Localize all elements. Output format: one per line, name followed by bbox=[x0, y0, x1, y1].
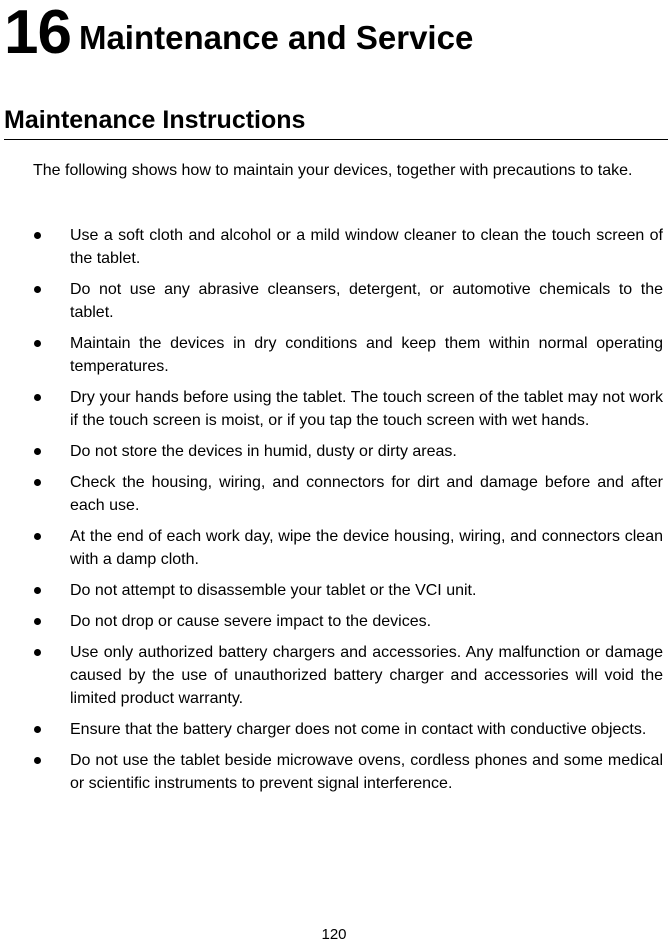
list-item bbox=[0, 749, 668, 795]
list-item-text: At the end of each work day, wipe the device housing, wiring, and connectors clean with a damp cloth. bbox=[70, 528, 663, 568]
list-item-text: Do not drop or cause severe impact to the devices. bbox=[70, 613, 432, 630]
list-item bbox=[0, 386, 668, 432]
list-item-text: Do not attempt to disassemble your tablet or the VCI unit. bbox=[70, 582, 477, 599]
bullet-icon bbox=[34, 757, 41, 764]
page-number: 120 bbox=[321, 926, 347, 943]
chapter-title: Maintenance and Service bbox=[78, 19, 474, 56]
bullet-icon bbox=[34, 232, 41, 239]
list-item bbox=[0, 440, 668, 463]
list-item-text: Dry your hands before using the tablet. The touch screen of the tablet may not work if the touch screen is moist, or if you tap the touch screen with wet hands. bbox=[70, 389, 663, 429]
list-item bbox=[0, 610, 668, 633]
bullet-icon bbox=[34, 448, 41, 455]
list-item bbox=[0, 641, 668, 710]
bullet-icon bbox=[34, 533, 41, 540]
chapter-heading bbox=[4, 0, 474, 67]
list-item bbox=[0, 278, 668, 324]
bullet-icon bbox=[34, 618, 41, 625]
intro-paragraph: The following shows how to maintain your devices, together with precautions to take. bbox=[33, 162, 633, 179]
list-item bbox=[0, 471, 668, 517]
list-item bbox=[0, 525, 668, 571]
list-item bbox=[0, 224, 668, 270]
section-title: Maintenance Instructions bbox=[4, 104, 668, 140]
bullet-icon bbox=[34, 649, 41, 656]
list-item-text: Use a soft cloth and alcohol or a mild window cleaner to clean the touch screen of the tablet. bbox=[70, 227, 663, 267]
list-item bbox=[0, 332, 668, 378]
list-item-text: Ensure that the battery charger does not come in contact with conductive objects. bbox=[70, 721, 647, 738]
list-item-text: Do not use the tablet beside microwave ovens, cordless phones and some medical or scientific instruments to prevent signal interference. bbox=[70, 752, 663, 792]
bullet-icon bbox=[34, 479, 41, 486]
list-item bbox=[0, 718, 668, 741]
bullet-icon bbox=[34, 340, 41, 347]
list-item-text: Maintain the devices in dry conditions and keep them within normal operating temperatures. bbox=[70, 335, 663, 375]
list-item-text: Use only authorized battery chargers and accessories. Any malfunction or damage caused by the use of unauthorized battery charger and accessories will void the limited product warranty. bbox=[70, 644, 663, 707]
bullet-icon bbox=[34, 726, 41, 733]
bullet-icon bbox=[34, 587, 41, 594]
chapter-number: 16 bbox=[4, 0, 71, 67]
list-item bbox=[0, 579, 668, 602]
list-item-text: Check the housing, wiring, and connectors for dirt and damage before and after each use. bbox=[70, 474, 663, 514]
list-item-text: Do not use any abrasive cleansers, detergent, or automotive chemicals to the tablet. bbox=[70, 281, 663, 321]
list-item-text: Do not store the devices in humid, dusty or dirty areas. bbox=[70, 443, 457, 460]
bullet-icon bbox=[34, 286, 41, 293]
instruction-list bbox=[0, 224, 668, 803]
bullet-icon bbox=[34, 394, 41, 401]
